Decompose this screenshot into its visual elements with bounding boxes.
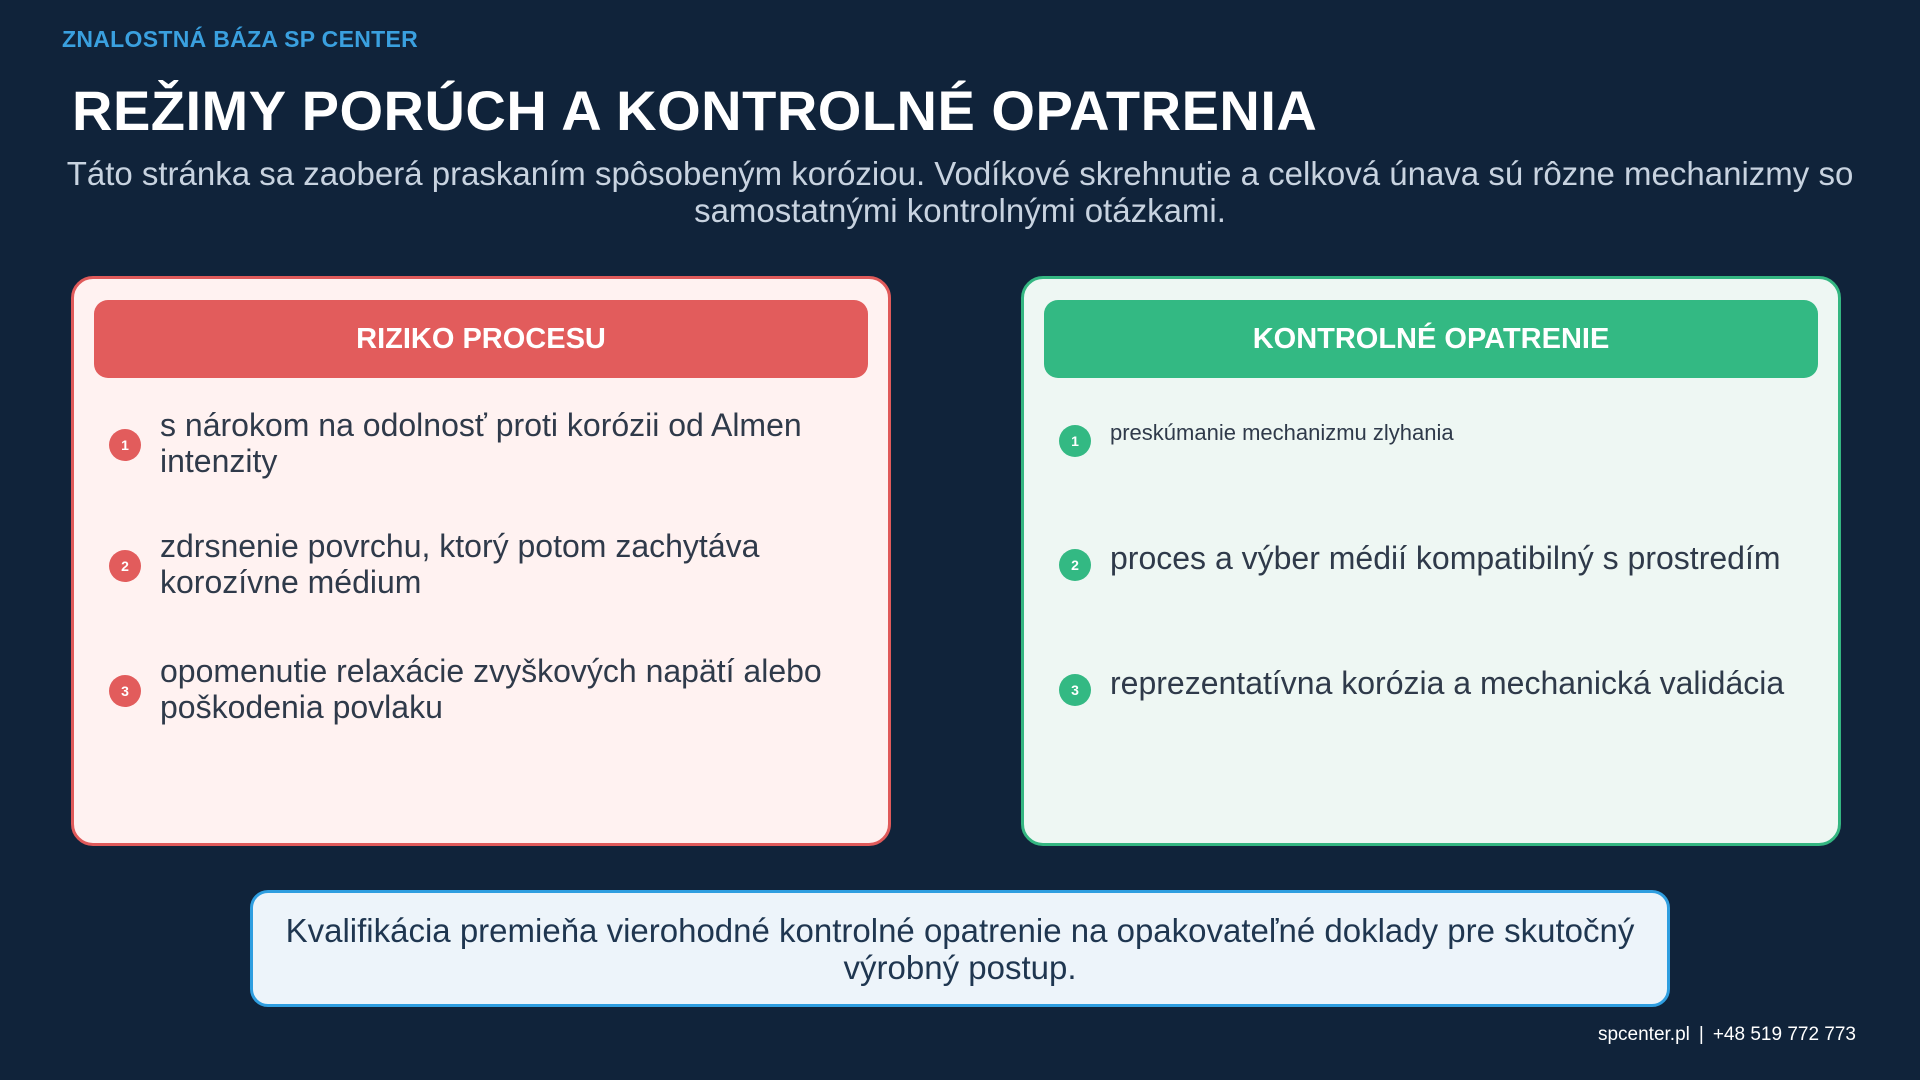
risk-item-text-1: s nárokom na odolnosť proti korózii od Almen intenzity [160,407,802,479]
footer-contact [1598,1024,1856,1046]
risk-number-badge-3: 3 [109,675,141,707]
risk-panel-heading: RIZIKO PROCESU [94,300,868,378]
risk-number-badge-1: 1 [109,429,141,461]
qualification-note-text: Kvalifikácia premieňa vierohodné kontrolné opatrenie na opakovateľné doklady pre skutočný výrobný postup. [285,911,1635,986]
control-panel [1021,276,1841,846]
footer-website: spcenter.pl [1597,1024,1690,1045]
control-number-badge-1: 1 [1059,425,1091,457]
risk-item-text-3: opomenutie relaxácie zvyškových napätí alebo poškodenia povlaku [160,653,822,725]
control-number-badge-2: 2 [1059,549,1091,581]
control-number-badge-3: 3 [1059,674,1091,706]
control-panel-heading: KONTROLNÉ OPATRENIE [1044,300,1818,378]
risk-panel [71,276,891,846]
page-title: REŽIMY PORÚCH A KONTROLNÉ OPATRENIA [72,79,1318,142]
control-item-text-2: proces a výber médií kompatibilný s prostredím [1110,540,1781,576]
control-item-text-1: preskúmanie mechanizmu zlyhania [1110,420,1454,445]
footer-phone: +48 519 772 773 [1712,1024,1856,1045]
qualification-note [250,890,1670,1007]
footer-separator: | [1698,1024,1704,1045]
page-subtitle: Táto stránka sa zaoberá praskaním spôsobeným koróziou. Vodíkové skrehnutie a celková únava sú rôzne mechanizmy so samostatnými kontrolnými otázkami. [66,155,1854,229]
brand-kicker: ZNALOSTNÁ BÁZA SP CENTER [62,26,419,52]
risk-number-badge-2: 2 [109,550,141,582]
control-item-text-3: reprezentatívna korózia a mechanická validácia [1110,665,1785,701]
risk-item-text-2: zdrsnenie povrchu, ktorý potom zachytáva korozívne médium [160,528,760,600]
